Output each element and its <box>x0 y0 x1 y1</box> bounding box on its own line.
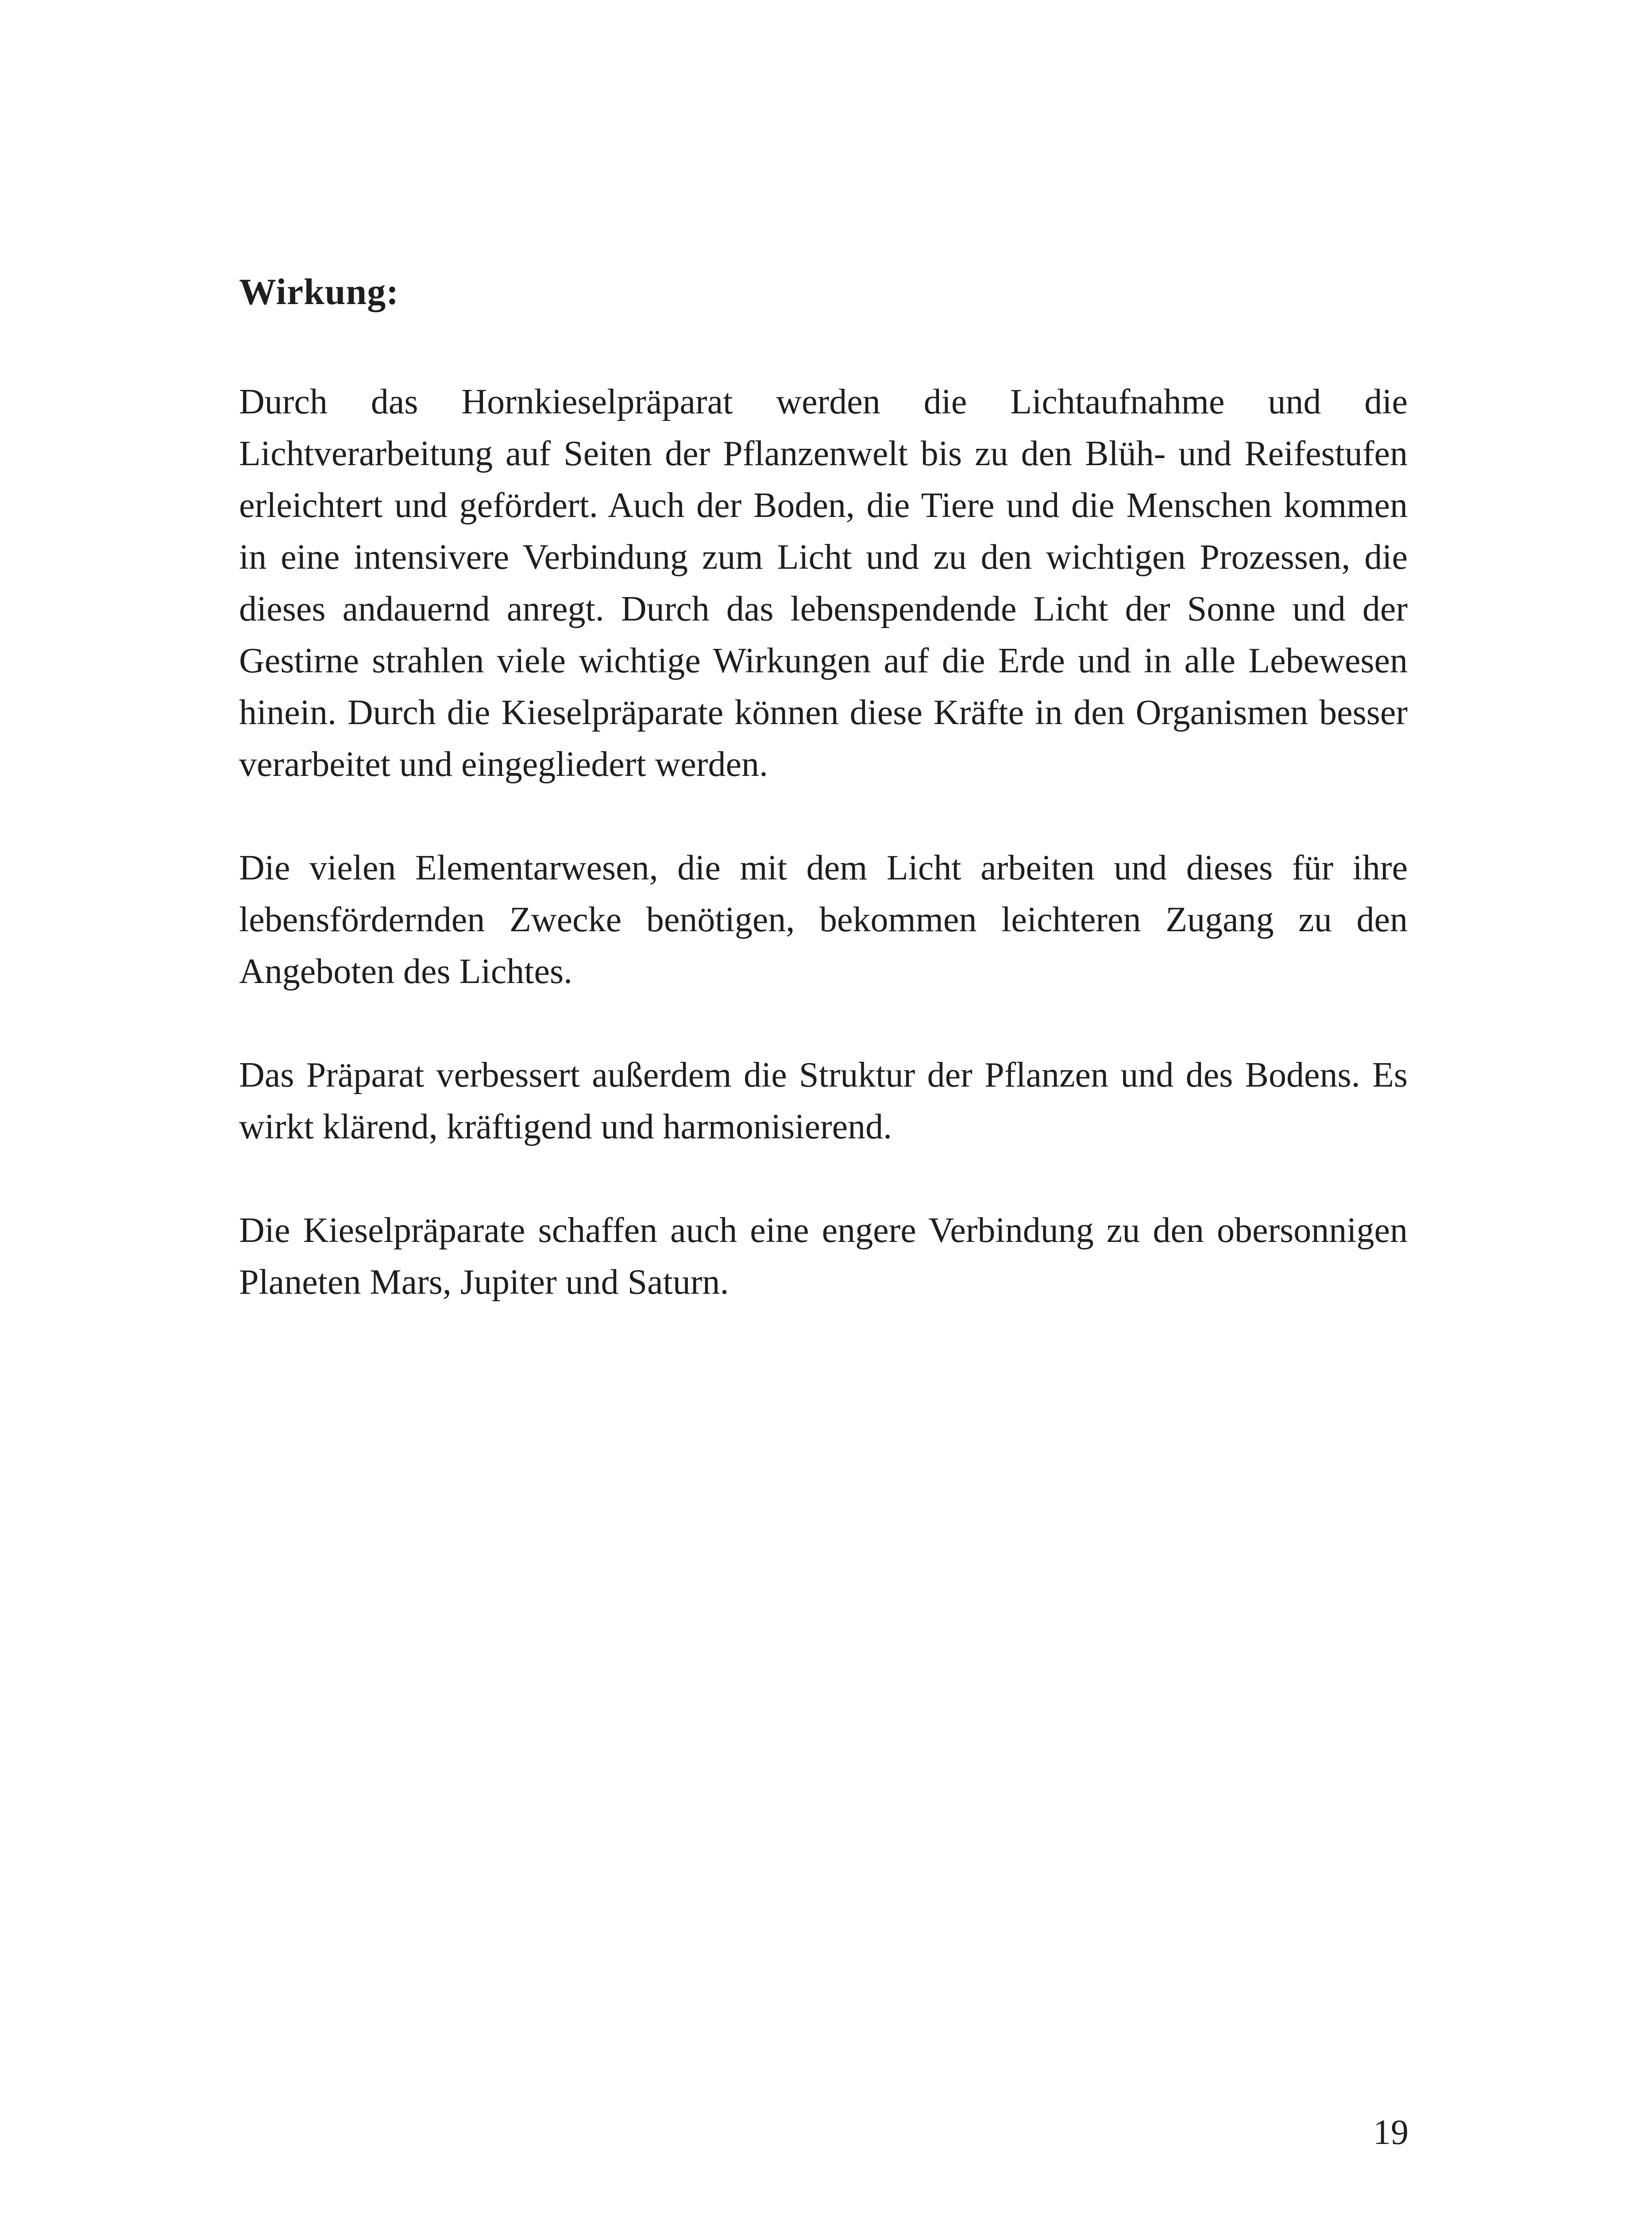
section-heading: Wirkung: <box>239 271 399 312</box>
page-content <box>239 266 1408 1308</box>
paragraph-planets: Die Kieselpräparate schaffen auch eine engere Verbindung zu den obersonnigen Planeten Mars, Jupiter und Saturn. <box>239 1211 1408 1302</box>
paragraph-light-processing: Durch das Hornkieselpräparat werden die Lichtaufnahme und die Lichtverarbeitung auf Seiten der Pflanzenwelt bis zu den Blüh- und Reifestufen erleichtert und gefördert. Auch der Boden, die Tiere und die Menschen kommen in eine intensivere Verbindung zum Licht und zu den wichtigen Prozessen, die dieses andauernd anregt. Durch das lebenspendende Licht der Sonne und der Gestirne strahlen viele wichtige Wirkungen auf die Erde und in alle Lebewesen hinein. Durch die Kieselpräparate können diese Kräfte in den Organismen besser verarbeitet und eingegliedert werden. <box>239 382 1408 784</box>
paragraph-elemental-beings: Die vielen Elementarwesen, die mit dem Licht arbeiten und dieses für ihre lebensfördernden Zwecke benötigen, bekommen leichteren Zugang zu den Angeboten des Lichtes. <box>239 848 1408 991</box>
paragraph-structure: Das Präparat verbessert außerdem die Struktur der Pflanzen und des Bodens. Es wirkt klärend, kräftigend und harmonisierend. <box>239 1056 1408 1146</box>
page-number: 19 <box>1373 2113 1409 2152</box>
